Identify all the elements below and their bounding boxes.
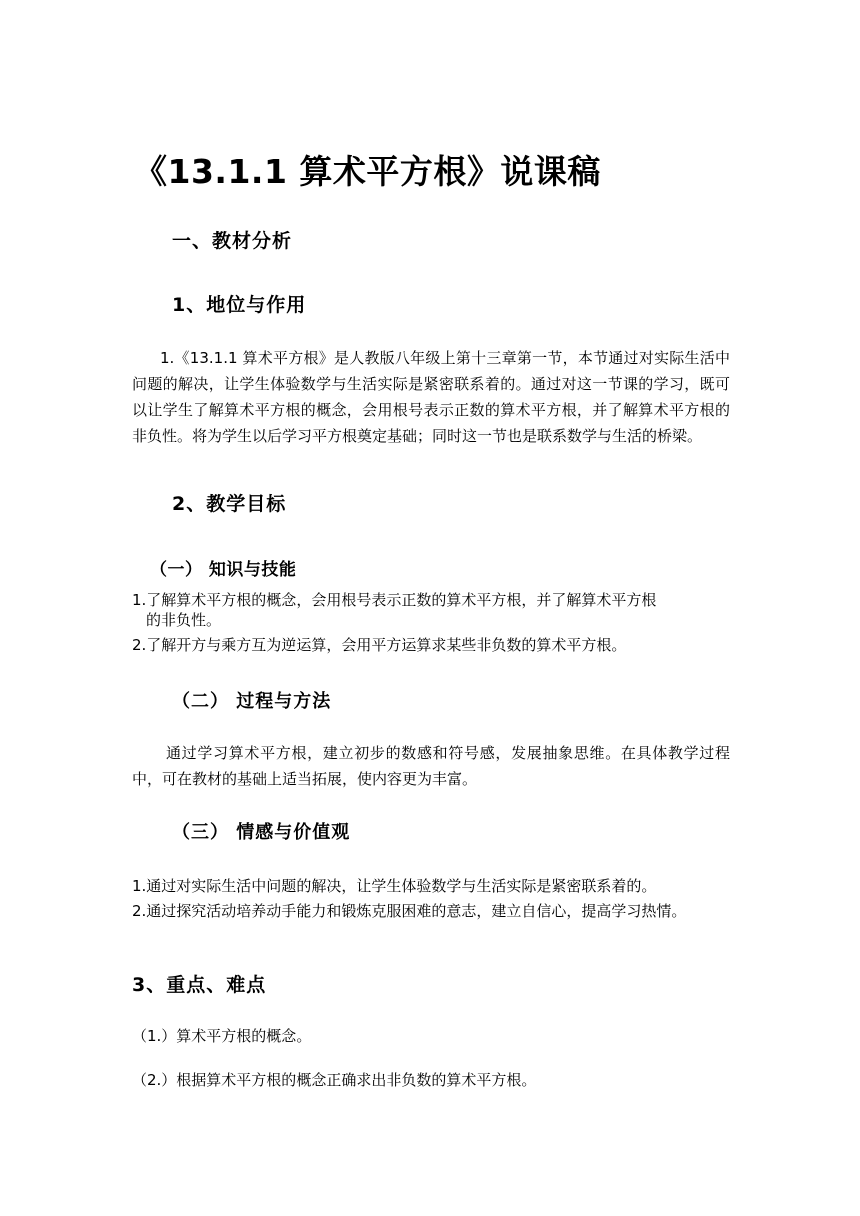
section-heading-teaching-goals: 2、教学目标: [172, 493, 287, 515]
section-heading-key-points: 3、重点、难点: [132, 974, 267, 996]
emotion-item-2: 2.通过探究活动培养动手能力和锻炼克服困难的意志，建立自信心，提高学习热情。: [132, 902, 687, 920]
document-title: 《13.1.1 算术平方根》说课稿: [134, 152, 601, 191]
section-heading-position-role: 1、地位与作用: [172, 294, 307, 316]
position-role-paragraph: 1.《13.1.1 算术平方根》是人教版八年级上第十三章第一节，本节通过对实际生活中问题的解决，让学生体验数学与生活实际是紧密联系着的。通过对这一节课的学习，既可以让学生了解算术平方根的概念，会用根号表示正数的算术平方根，并了解算术平方根的非负性。将为学生以后学习平方根奠定基础；同时这一节也是联系数学与生活的桥梁。: [132, 349, 730, 445]
emotion-item-1: 1.通过对实际生活中问题的解决，让学生体验数学与生活实际是紧密联系着的。: [132, 877, 657, 895]
key-point-item-1: （1.）算术平方根的概念。: [132, 1027, 312, 1045]
knowledge-item-1-continued: 的非负性。: [146, 611, 222, 629]
subheading-emotion-values: （三） 情感与价值观: [172, 822, 351, 843]
subheading-process-method: （二） 过程与方法: [172, 691, 332, 712]
key-point-item-2: （2.）根据算术平方根的概念正确求出非负数的算术平方根。: [132, 1071, 537, 1089]
section-heading-textbook-analysis: 一、教材分析: [172, 230, 293, 252]
process-method-paragraph: 通过学习算术平方根，建立初步的数感和符号感，发展抽象思维。在具体教学过程中，可在教材的基础上适当拓展，使内容更为丰富。: [132, 744, 730, 788]
subheading-knowledge-skills: （一） 知识与技能: [150, 560, 297, 580]
knowledge-item-2: 2.了解开方与乘方互为逆运算，会用平方运算求某些非负数的算术平方根。: [132, 636, 627, 654]
knowledge-item-1: 1.了解算术平方根的概念，会用根号表示正数的算术平方根，并了解算术平方根: [132, 591, 657, 609]
